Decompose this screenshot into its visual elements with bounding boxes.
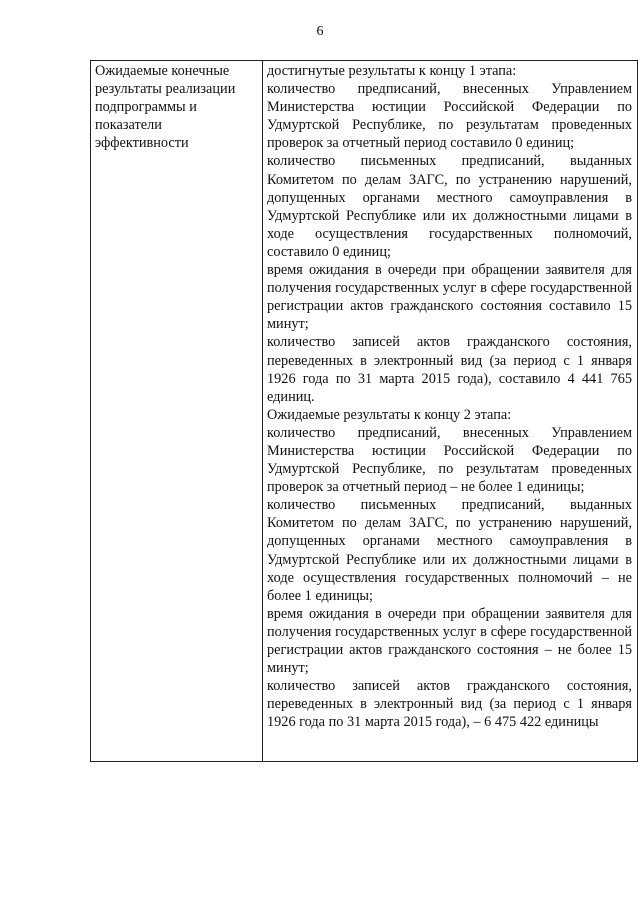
row-label: Ожидаемые конечные результаты реализации подпрограммы и показатели эффективности [95,63,236,152]
stage2-result-zags-orders: количество письменных предписаний, выданных Комитетом по делам ЗАГС, по устранению нарушений, допущенных органами местного самоуправления в Удмуртской Республике или их должностными лицами в ходе осуществления государственных полномочий – не более 1 единицы; [267,497,632,604]
stage2-result-waiting-time: время ожидания в очереди при обращении заявителя для получения государственных услуг в сфере государственной регистрации актов гражданского состояния – не более 15 минут; [267,605,632,677]
table-label-cell [91,61,263,762]
stage1-result-ministry-orders: количество предписаний, внесенных Управлением Министерства юстиции Российской Федерации по Удмуртской Республике, по результатам проведенных проверок за отчетный период составило 0 единиц; [267,81,632,152]
table-content-cell [263,61,638,762]
table-row [91,61,638,762]
stage1-result-zags-orders: количество письменных предписаний, выданных Комитетом по делам ЗАГС, по устранению нарушений, допущенных органами местного самоуправления в Удмуртской Республике или их должностными лицами в ходе осуществления государственных полномочий, составило 0 единиц; [267,153,632,260]
stage2-heading: Ожидаемые результаты к концу 2 этапа: [267,406,512,423]
stage1-result-digitized-records: количество записей актов гражданского состояния, переведенных в электронный вид (за период с 1 января 1926 года по 31 марта 2015 года), составило 4 441 765 единиц. [267,334,632,405]
stage2-result-ministry-orders: количество предписаний, внесенных Управлением Министерства юстиции Российской Федерации по Удмуртской Республике, по результатам проведенных проверок за отчетный период – не более 1 единицы; [267,424,632,496]
page-number: 6 [316,24,324,39]
stage1-heading: достигнутые результаты к концу 1 этапа: [267,63,517,79]
stage1-result-waiting-time: время ожидания в очереди при обращении заявителя для получения государственных услуг в сфере государственной регистрации актов гражданского состояния составило 15 минут; [267,262,632,333]
stage2-result-digitized-records: количество записей актов гражданского состояния, переведенных в электронный вид (за период с 1 января 1926 года по 31 марта 2015 года), – 6 475 422 единицы [267,678,632,731]
results-table [90,60,638,762]
